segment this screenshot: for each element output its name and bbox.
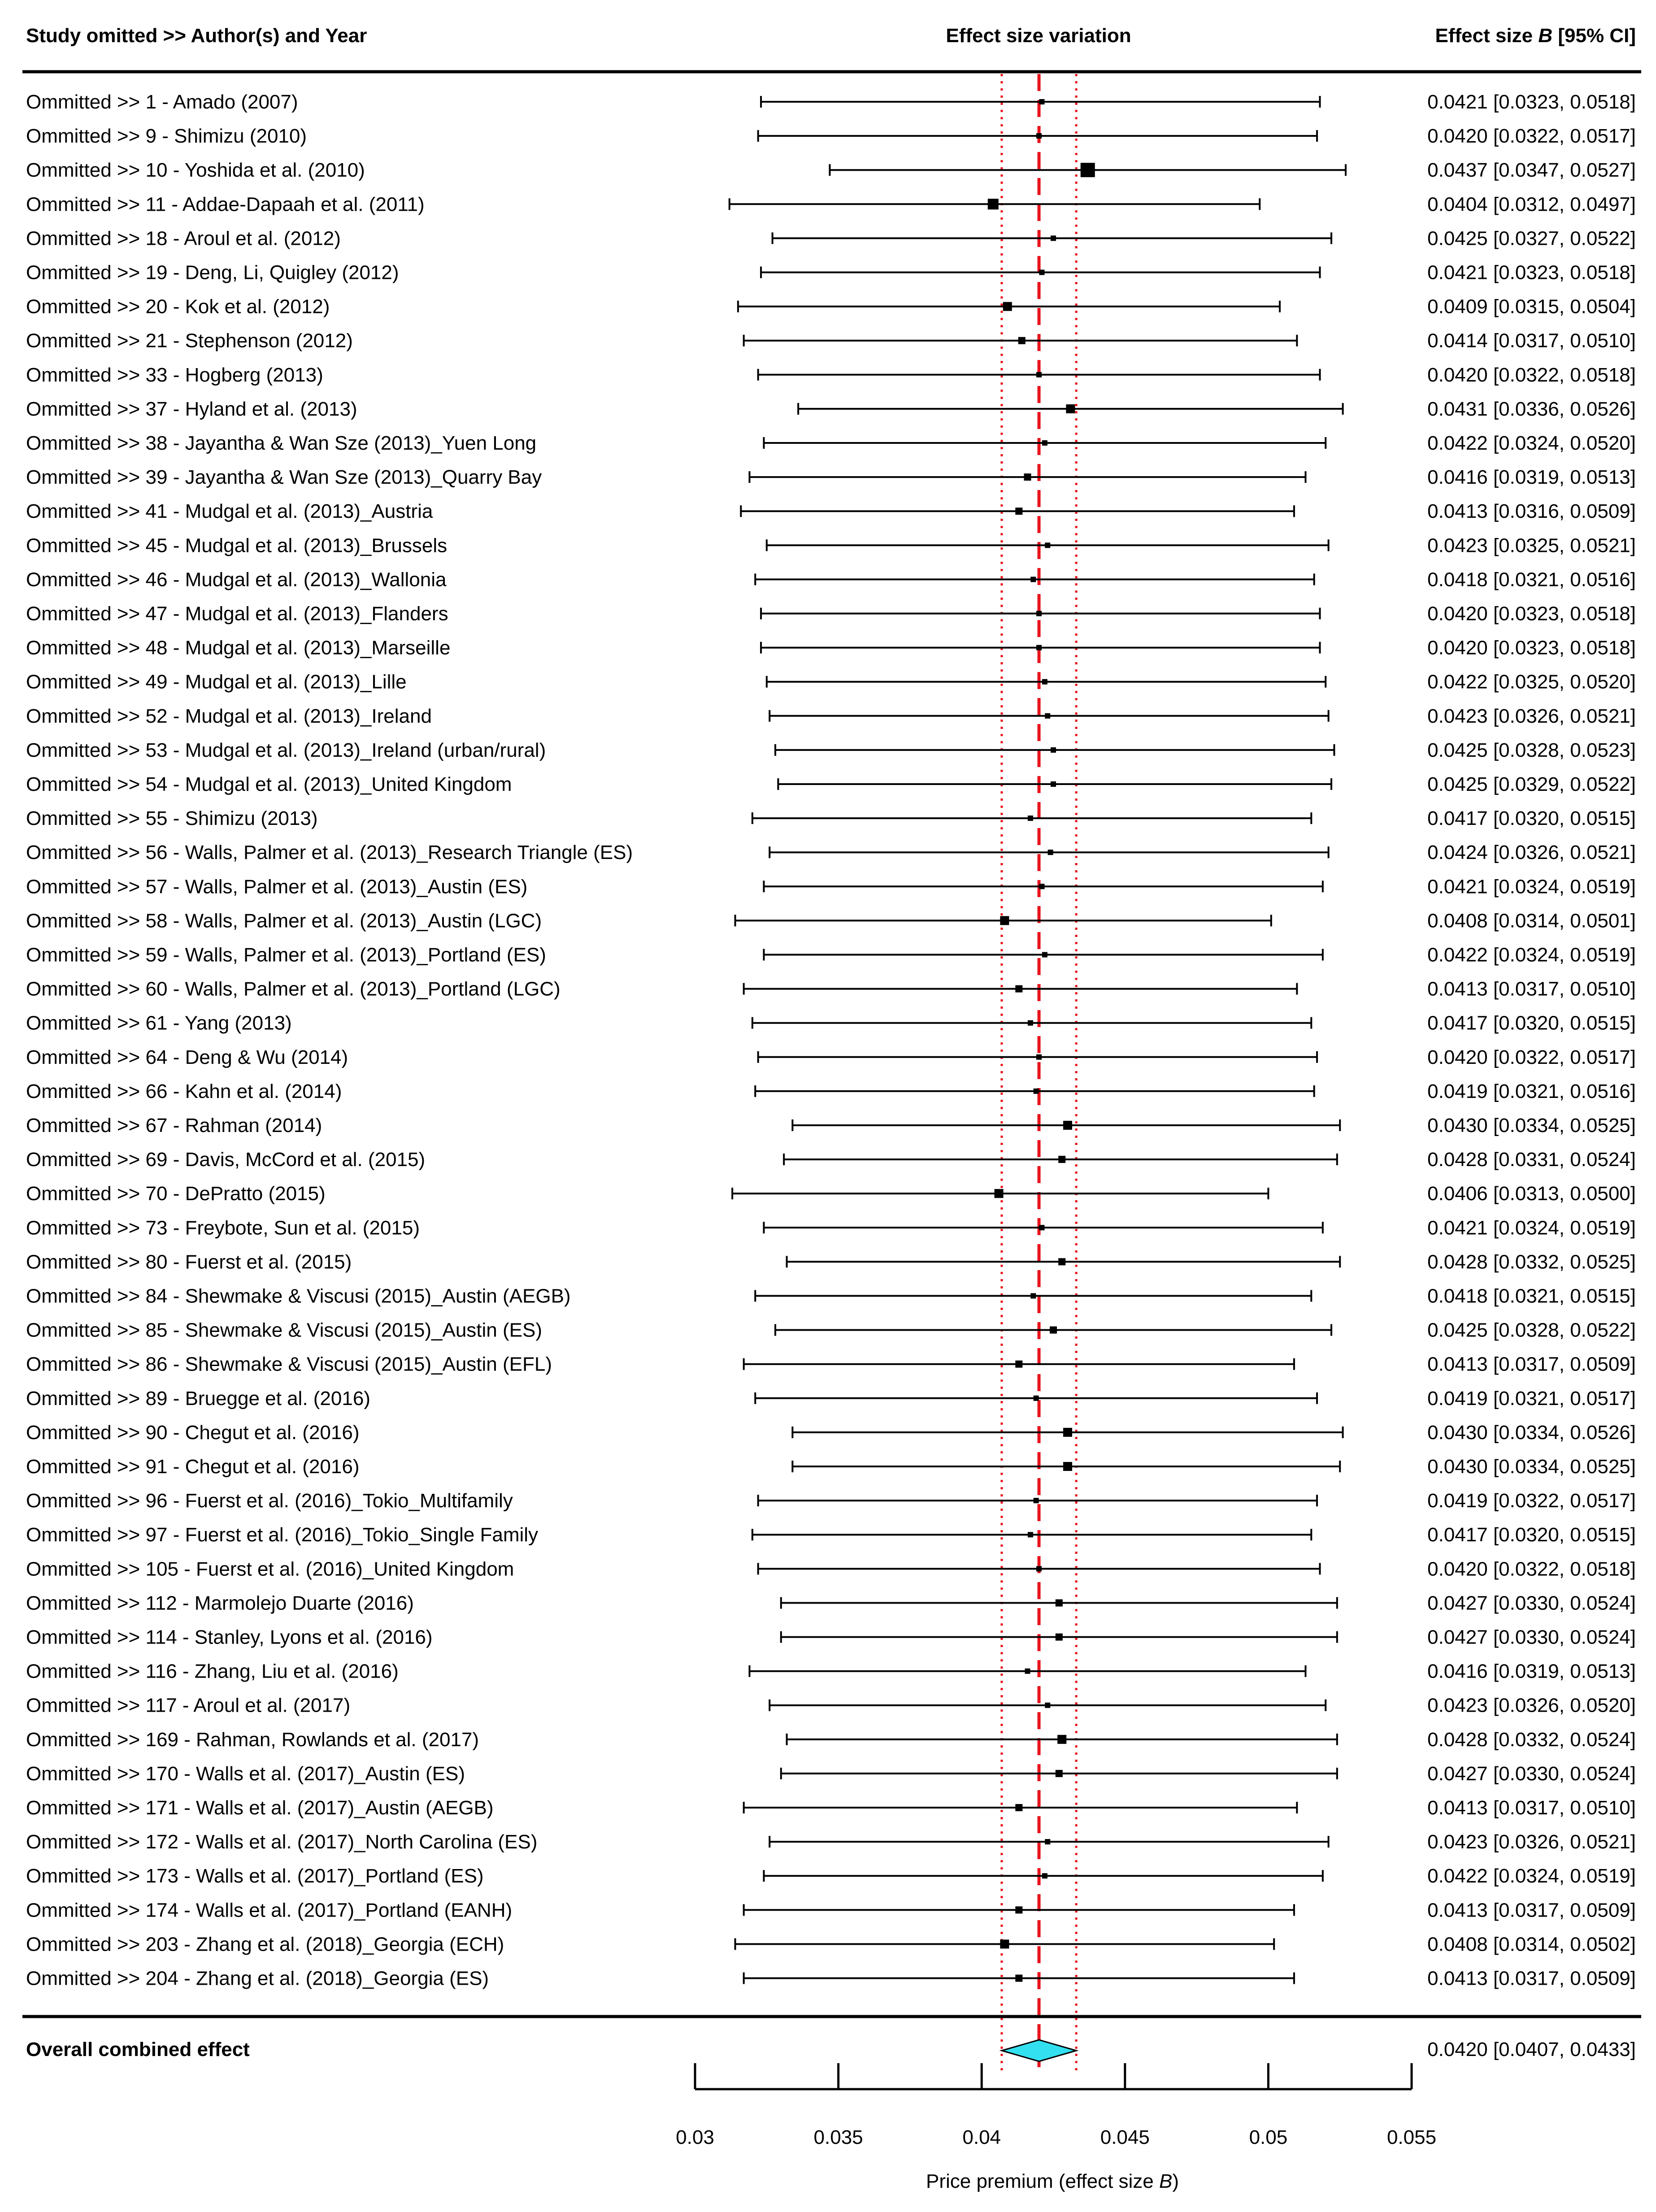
study-label: Ommitted >> 46 - Mudgal et al. (2013)_Wallonia: [26, 568, 447, 591]
point-estimate: [1039, 270, 1044, 275]
study-value: 0.0413 [0.0317, 0.0510]: [1427, 1797, 1636, 1819]
study-label: Ommitted >> 85 - Shewmake & Viscusi (2015)_Austin (ES): [26, 1319, 543, 1341]
study-row: [26, 978, 1636, 1000]
summary-value: 0.0420 [0.0407, 0.0433]: [1427, 2039, 1636, 2060]
study-row: [26, 1729, 1636, 1751]
study-label: Ommitted >> 39 - Jayantha & Wan Sze (2013)_Quarry Bay: [26, 466, 542, 489]
study-value: 0.0423 [0.0325, 0.0521]: [1427, 534, 1636, 557]
x-axis-label: Price premium (effect size B): [926, 2170, 1179, 2192]
study-label: Ommitted >> 204 - Zhang et al. (2018)_Georgia (ES): [26, 1967, 489, 1990]
study-label: Ommitted >> 67 - Rahman (2014): [26, 1115, 322, 1136]
study-row: [26, 91, 1636, 113]
point-estimate: [1015, 1361, 1022, 1368]
study-value: 0.0428 [0.0332, 0.0524]: [1427, 1728, 1636, 1751]
study-row: [26, 1558, 1636, 1580]
point-estimate: [1058, 1156, 1065, 1163]
study-label: Ommitted >> 10 - Yoshida et al. (2010): [26, 159, 365, 182]
study-value: 0.0408 [0.0314, 0.0502]: [1427, 1933, 1636, 1956]
study-row: [26, 125, 1636, 147]
point-estimate: [1025, 1669, 1030, 1674]
point-estimate: [1056, 1599, 1063, 1606]
point-estimate: [1000, 916, 1009, 925]
point-estimate: [1030, 577, 1036, 582]
study-value: 0.0413 [0.0317, 0.0509]: [1427, 1899, 1636, 1921]
study-label: Ommitted >> 18 - Aroul et al. (2012): [26, 227, 341, 250]
study-label: Ommitted >> 169 - Rahman, Rowlands et al. (2017): [26, 1728, 479, 1751]
x-axis: [676, 2063, 1436, 2148]
study-row: [26, 876, 1636, 898]
point-estimate: [1063, 1121, 1072, 1130]
study-row: [26, 296, 1636, 318]
study-label: Ommitted >> 45 - Mudgal et al. (2013)_Brussels: [26, 534, 448, 557]
point-estimate: [1036, 1054, 1042, 1060]
study-row: [26, 1319, 1636, 1341]
study-row: [26, 807, 1636, 829]
study-value: 0.0422 [0.0325, 0.0520]: [1427, 671, 1636, 693]
study-value: 0.0418 [0.0321, 0.0515]: [1427, 1285, 1636, 1307]
point-estimate: [1034, 1498, 1039, 1503]
study-row: [26, 1456, 1636, 1478]
study-label: Ommitted >> 19 - Deng, Li, Quigley (2012): [26, 261, 399, 284]
study-value: 0.0422 [0.0324, 0.0519]: [1427, 1865, 1636, 1887]
study-row: [26, 1388, 1636, 1410]
point-estimate: [1036, 611, 1042, 616]
study-label: Ommitted >> 70 - DePratto (2015): [26, 1183, 326, 1205]
study-label: Ommitted >> 53 - Mudgal et al. (2013)_Ireland (urban/rural): [26, 739, 546, 761]
study-label: Ommitted >> 54 - Mudgal et al. (2013)_United Kingdom: [26, 773, 512, 795]
study-row: [26, 944, 1636, 966]
study-row: [26, 671, 1636, 693]
study-row: [26, 1592, 1636, 1614]
x-tick-label: 0.05: [1249, 2126, 1288, 2148]
study-value: 0.0416 [0.0319, 0.0513]: [1427, 1660, 1636, 1683]
point-estimate: [1063, 1428, 1072, 1437]
study-row: [26, 1797, 1636, 1819]
point-estimate: [1048, 850, 1053, 855]
study-row: [26, 1865, 1636, 1887]
study-label: Ommitted >> 61 - Yang (2013): [26, 1012, 292, 1034]
study-value: 0.0425 [0.0328, 0.0523]: [1427, 739, 1636, 761]
study-row: [26, 910, 1636, 932]
point-estimate: [1015, 1906, 1022, 1913]
point-estimate: [1024, 473, 1031, 481]
study-value: 0.0408 [0.0314, 0.0501]: [1427, 910, 1636, 932]
study-value: 0.0420 [0.0322, 0.0518]: [1427, 1558, 1636, 1580]
point-estimate: [1045, 713, 1050, 719]
study-label: Ommitted >> 105 - Fuerst et al. (2016)_United Kingdom: [26, 1558, 514, 1580]
study-label: Ommitted >> 171 - Walls et al. (2017)_Austin (AEGB): [26, 1797, 494, 1819]
study-row: [26, 1422, 1636, 1444]
study-row: [26, 466, 1636, 488]
study-label: Ommitted >> 69 - Davis, McCord et al. (2015): [26, 1149, 426, 1171]
study-value: 0.0404 [0.0312, 0.0497]: [1427, 193, 1636, 216]
study-value: 0.0430 [0.0334, 0.0526]: [1427, 1421, 1636, 1444]
study-row: [26, 364, 1636, 386]
study-label: Ommitted >> 89 - Bruegge et al. (2016): [26, 1387, 370, 1410]
point-estimate: [1015, 1804, 1022, 1811]
study-value: 0.0427 [0.0330, 0.0524]: [1427, 1762, 1636, 1785]
study-label: Ommitted >> 86 - Shewmake & Viscusi (2015)_Austin (EFL): [26, 1353, 552, 1375]
study-value: 0.0425 [0.0327, 0.0522]: [1427, 227, 1636, 250]
study-value: 0.0427 [0.0330, 0.0524]: [1427, 1626, 1636, 1648]
x-tick-label: 0.03: [676, 2126, 714, 2148]
point-estimate: [1051, 747, 1056, 753]
study-row: [26, 330, 1636, 352]
point-estimate: [1034, 1089, 1039, 1094]
x-tick-label: 0.045: [1100, 2126, 1150, 2148]
summary-label: Overall combined effect: [26, 2039, 250, 2060]
study-label: Ommitted >> 66 - Kahn et al. (2014): [26, 1080, 342, 1102]
study-value: 0.0420 [0.0323, 0.0518]: [1427, 637, 1636, 659]
study-row: [26, 1353, 1636, 1375]
point-estimate: [1045, 1839, 1050, 1844]
study-value: 0.0413 [0.0317, 0.0509]: [1427, 1353, 1636, 1375]
study-label: Ommitted >> 203 - Zhang et al. (2018)_Georgia (ECH): [26, 1933, 504, 1956]
point-estimate: [1056, 1770, 1063, 1777]
study-row: [26, 398, 1636, 420]
study-label: Ommitted >> 58 - Walls, Palmer et al. (2013)_Austin (LGC): [26, 910, 542, 932]
point-estimate: [1081, 163, 1095, 177]
study-value: 0.0417 [0.0320, 0.0515]: [1427, 1524, 1636, 1546]
study-label: Ommitted >> 170 - Walls et al. (2017)_Austin (ES): [26, 1762, 465, 1785]
study-value: 0.0423 [0.0326, 0.0520]: [1427, 1694, 1636, 1717]
study-row: [26, 1661, 1636, 1683]
study-label: Ommitted >> 91 - Chegut et al. (2016): [26, 1456, 360, 1478]
study-row: [26, 1899, 1636, 1921]
header-study-column: Study omitted >> Author(s) and Year: [26, 25, 367, 47]
study-row: [26, 705, 1636, 727]
study-value: 0.0419 [0.0321, 0.0517]: [1427, 1387, 1636, 1410]
study-row: [26, 262, 1636, 284]
study-label: Ommitted >> 9 - Shimizu (2010): [26, 125, 307, 147]
study-row: [26, 637, 1636, 659]
study-label: Ommitted >> 174 - Walls et al. (2017)_Portland (EANH): [26, 1899, 513, 1921]
study-label: Ommitted >> 20 - Kok et al. (2012): [26, 295, 330, 318]
study-label: Ommitted >> 37 - Hyland et al. (2013): [26, 398, 357, 420]
study-label: Ommitted >> 33 - Hogberg (2013): [26, 364, 323, 386]
study-value: 0.0427 [0.0330, 0.0524]: [1427, 1592, 1636, 1614]
study-row: [26, 1115, 1636, 1136]
study-value: 0.0428 [0.0332, 0.0525]: [1427, 1251, 1636, 1273]
study-value: 0.0421 [0.0324, 0.0519]: [1427, 1217, 1636, 1239]
study-row: [26, 1285, 1636, 1307]
point-estimate: [1015, 985, 1022, 993]
study-row: [26, 1149, 1636, 1171]
point-estimate: [1003, 302, 1012, 311]
study-label: Ommitted >> 41 - Mudgal et al. (2013)_Austria: [26, 500, 433, 523]
study-label: Ommitted >> 116 - Zhang, Liu et al. (2016): [26, 1660, 399, 1683]
point-estimate: [1018, 337, 1026, 344]
study-row: [26, 841, 1636, 863]
point-estimate: [995, 1189, 1004, 1198]
study-label: Ommitted >> 11 - Addae-Dapaah et al. (2011): [26, 193, 425, 216]
study-value: 0.0431 [0.0336, 0.0526]: [1427, 398, 1636, 420]
header-effect-variation: Effect size variation: [946, 25, 1131, 47]
study-value: 0.0423 [0.0326, 0.0521]: [1427, 705, 1636, 727]
study-row: [26, 1695, 1636, 1717]
point-estimate: [1036, 645, 1042, 651]
study-label: Ommitted >> 60 - Walls, Palmer et al. (2013)_Portland (LGC): [26, 978, 561, 1000]
point-estimate: [1015, 1975, 1022, 1982]
study-label: Ommitted >> 114 - Stanley, Lyons et al. (2016): [26, 1626, 433, 1648]
x-tick-label: 0.055: [1387, 2126, 1437, 2148]
study-value: 0.0421 [0.0324, 0.0519]: [1427, 876, 1636, 898]
study-label: Ommitted >> 112 - Marmolejo Duarte (2016): [26, 1592, 414, 1614]
study-value: 0.0417 [0.0320, 0.0515]: [1427, 1012, 1636, 1034]
point-estimate: [1066, 404, 1075, 413]
study-row: [26, 432, 1636, 454]
point-estimate: [1042, 1873, 1047, 1878]
study-value: 0.0409 [0.0315, 0.0504]: [1427, 295, 1636, 318]
study-row: [26, 1183, 1636, 1205]
study-label: Ommitted >> 57 - Walls, Palmer et al. (2013)_Austin (ES): [26, 876, 528, 898]
study-value: 0.0416 [0.0319, 0.0513]: [1427, 466, 1636, 489]
study-label: Ommitted >> 173 - Walls et al. (2017)_Portland (ES): [26, 1865, 484, 1887]
point-estimate: [988, 199, 999, 209]
study-label: Ommitted >> 96 - Fuerst et al. (2016)_Tokio_Multifamily: [26, 1490, 513, 1512]
study-row: [26, 1490, 1636, 1512]
study-row: [26, 1012, 1636, 1034]
study-value: 0.0418 [0.0321, 0.0516]: [1427, 568, 1636, 591]
point-estimate: [1045, 542, 1050, 548]
study-row: [26, 739, 1636, 761]
study-value: 0.0420 [0.0322, 0.0517]: [1427, 1046, 1636, 1068]
study-value: 0.0430 [0.0334, 0.0525]: [1427, 1115, 1636, 1136]
study-value: 0.0413 [0.0316, 0.0509]: [1427, 500, 1636, 523]
point-estimate: [1058, 1258, 1065, 1265]
point-estimate: [1039, 1225, 1044, 1230]
study-row: [26, 1080, 1636, 1102]
study-value: 0.0425 [0.0328, 0.0522]: [1427, 1319, 1636, 1341]
point-estimate: [1030, 1293, 1036, 1299]
study-value: 0.0420 [0.0323, 0.0518]: [1427, 603, 1636, 625]
study-value: 0.0419 [0.0322, 0.0517]: [1427, 1490, 1636, 1512]
point-estimate: [1028, 1020, 1033, 1026]
study-label: Ommitted >> 59 - Walls, Palmer et al. (2013)_Portland (ES): [26, 944, 546, 966]
study-label: Ommitted >> 84 - Shewmake & Viscusi (2015)_Austin (AEGB): [26, 1285, 571, 1307]
study-value: 0.0430 [0.0334, 0.0525]: [1427, 1456, 1636, 1478]
study-label: Ommitted >> 47 - Mudgal et al. (2013)_Flanders: [26, 603, 448, 625]
study-row: [26, 159, 1636, 181]
point-estimate: [1039, 884, 1044, 889]
study-value: 0.0419 [0.0321, 0.0516]: [1427, 1080, 1636, 1102]
study-value: 0.0422 [0.0324, 0.0520]: [1427, 432, 1636, 454]
study-label: Ommitted >> 52 - Mudgal et al. (2013)_Ireland: [26, 705, 432, 727]
study-row: [26, 773, 1636, 795]
header-effect-size-ci: Effect size B [95% CI]: [1435, 25, 1636, 47]
study-value: 0.0417 [0.0320, 0.0515]: [1427, 807, 1636, 830]
study-row: [26, 568, 1636, 590]
study-label: Ommitted >> 56 - Walls, Palmer et al. (2013)_Research Triangle (ES): [26, 841, 633, 864]
point-estimate: [1056, 1634, 1063, 1641]
study-row: [26, 500, 1636, 522]
study-label: Ommitted >> 38 - Jayantha & Wan Sze (2013)_Yuen Long: [26, 432, 537, 454]
study-row: [26, 1524, 1636, 1546]
study-row: [26, 1763, 1636, 1785]
study-value: 0.0413 [0.0317, 0.0510]: [1427, 978, 1636, 1000]
study-label: Ommitted >> 21 - Stephenson (2012): [26, 330, 353, 352]
x-tick-label: 0.035: [813, 2126, 863, 2148]
point-estimate: [1045, 1703, 1050, 1708]
study-value: 0.0413 [0.0317, 0.0509]: [1427, 1967, 1636, 1990]
summary-diamond: [1002, 2040, 1076, 2061]
point-estimate: [1036, 372, 1042, 377]
study-row: [26, 534, 1636, 556]
study-value: 0.0428 [0.0331, 0.0524]: [1427, 1149, 1636, 1171]
point-estimate: [1036, 1566, 1042, 1571]
study-value: 0.0421 [0.0323, 0.0518]: [1427, 261, 1636, 284]
study-value: 0.0424 [0.0326, 0.0521]: [1427, 841, 1636, 864]
study-label: Ommitted >> 49 - Mudgal et al. (2013)_Lille: [26, 671, 407, 693]
study-row: [26, 1251, 1636, 1273]
point-estimate: [1000, 1939, 1009, 1948]
study-label: Ommitted >> 48 - Mudgal et al. (2013)_Marseille: [26, 637, 451, 659]
study-value: 0.0420 [0.0322, 0.0517]: [1427, 125, 1636, 147]
study-label: Ommitted >> 80 - Fuerst et al. (2015): [26, 1251, 352, 1273]
point-estimate: [1063, 1462, 1072, 1471]
study-row: [26, 1046, 1636, 1068]
study-row: [26, 193, 1636, 215]
point-estimate: [1039, 99, 1044, 104]
study-value: 0.0437 [0.0347, 0.0527]: [1427, 159, 1636, 182]
study-label: Ommitted >> 55 - Shimizu (2013): [26, 807, 318, 830]
point-estimate: [1034, 1396, 1039, 1401]
study-label: Ommitted >> 172 - Walls et al. (2017)_North Carolina (ES): [26, 1831, 538, 1853]
point-estimate: [1015, 507, 1022, 515]
point-estimate: [1051, 235, 1056, 241]
study-row: [26, 227, 1636, 249]
point-estimate: [1057, 1735, 1066, 1744]
study-value: 0.0406 [0.0313, 0.0500]: [1427, 1183, 1636, 1205]
study-value: 0.0422 [0.0324, 0.0519]: [1427, 944, 1636, 966]
point-estimate: [1042, 679, 1047, 685]
study-label: Ommitted >> 117 - Aroul et al. (2017): [26, 1694, 351, 1717]
point-estimate: [1028, 1532, 1033, 1537]
point-estimate: [1042, 952, 1047, 958]
study-row: [26, 1626, 1636, 1648]
study-row: [26, 1933, 1636, 1955]
study-row: [26, 1217, 1636, 1239]
study-label: Ommitted >> 64 - Deng & Wu (2014): [26, 1046, 348, 1068]
point-estimate: [1036, 133, 1042, 139]
study-rows: [26, 91, 1636, 1990]
point-estimate: [1051, 781, 1056, 787]
study-label: Ommitted >> 97 - Fuerst et al. (2016)_Tokio_Single Family: [26, 1524, 539, 1546]
study-label: Ommitted >> 90 - Chegut et al. (2016): [26, 1421, 360, 1444]
study-value: 0.0423 [0.0326, 0.0521]: [1427, 1831, 1636, 1853]
point-estimate: [1042, 440, 1047, 446]
point-estimate: [1028, 815, 1033, 821]
point-estimate: [1050, 1327, 1057, 1334]
study-row: [26, 1831, 1636, 1853]
x-tick-label: 0.04: [962, 2126, 1001, 2148]
study-value: 0.0420 [0.0322, 0.0518]: [1427, 364, 1636, 386]
study-value: 0.0414 [0.0317, 0.0510]: [1427, 330, 1636, 352]
study-label: Ommitted >> 1 - Amado (2007): [26, 91, 298, 113]
study-label: Ommitted >> 73 - Freybote, Sun et al. (2015): [26, 1217, 420, 1239]
study-row: [26, 603, 1636, 625]
study-row: [26, 1968, 1636, 1990]
study-value: 0.0421 [0.0323, 0.0518]: [1427, 91, 1636, 113]
study-value: 0.0425 [0.0329, 0.0522]: [1427, 773, 1636, 795]
